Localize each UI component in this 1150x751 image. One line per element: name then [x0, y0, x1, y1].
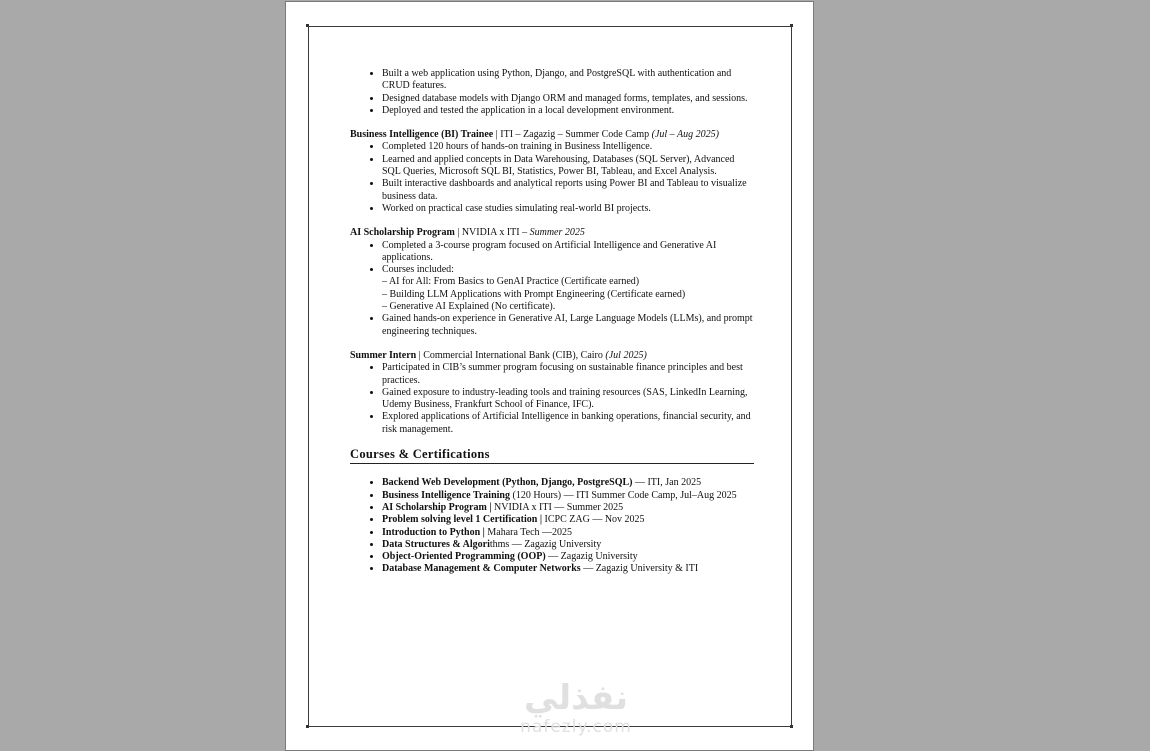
course-name: AI Scholarship Program | [382, 501, 492, 513]
course-line: – Generative AI Explained (No certificate). [382, 301, 556, 313]
entry-org: | Commercial International Bank (CIB), Cairo [416, 349, 606, 361]
list-item: • Participated in CIB’s summer program focusing on sustainable finance principles and best practices. [382, 362, 754, 387]
bi-trainee-block [350, 129, 754, 215]
list-item: • Gained hands-on experience in Generative AI, Large Language Models (LLMs), and prompt engineering techniques. [382, 313, 754, 338]
course-item [382, 514, 754, 526]
course-line: – AI for All: From Basics to GenAI Practice (Certificate earned) [382, 276, 640, 288]
course-name: Object-Oriented Programming (OOP) [382, 551, 546, 563]
list-item: • Designed database models with Django ORM and managed forms, templates, and sessions. [382, 93, 754, 105]
list-item: • Learned and applied concepts in Data Warehousing, Databases (SQL Server), Advanced SQL Queries, Microsoft SQL BI, Statistics, Power BI, Tableau, and Excel Analysis. [382, 154, 754, 179]
entry-title [350, 227, 754, 239]
entry-role: Summer Intern [350, 349, 417, 361]
entry-org: | NVIDIA x ITI – [454, 227, 530, 239]
crop-mark [790, 24, 793, 27]
course-name: Problem solving level 1 Certification | [382, 514, 543, 526]
courses-list [350, 477, 754, 575]
courses-included-label: • Courses included: [382, 264, 454, 276]
course-item [382, 490, 754, 502]
course-detail: — ITI, Jan 2025 [632, 477, 702, 489]
bi-bullets [350, 141, 754, 215]
section-heading-courses: Courses & Certifications [350, 448, 754, 464]
course-item [382, 539, 754, 551]
course-name: Introduction to Python | [382, 526, 485, 538]
ai-bullets [350, 240, 754, 338]
course-detail: — Zagazig University & ITI [580, 563, 699, 575]
crop-mark [306, 725, 309, 728]
course-item [382, 527, 754, 539]
list-item: • Completed 120 hours of hands-on training in Business Intelligence. [382, 141, 754, 153]
course-detail: Mahara Tech —2025 [484, 526, 573, 538]
course-name: Database Management & Computer Networks [382, 563, 581, 575]
entry-title [350, 129, 754, 141]
list-item: • Gained exposure to industry-leading tools and training resources (SAS, LinkedIn Learning, Udemy Business, Frankfurt School of Finance, IFC). [382, 387, 754, 412]
document-page [285, 1, 814, 751]
course-detail: NVIDIA x ITI — Summer 2025 [491, 501, 624, 513]
resume-content [350, 68, 754, 576]
entry-role: Business Intelligence (BI) Trainee [350, 129, 494, 141]
experience-top-list [350, 68, 754, 117]
cib-bullets [350, 362, 754, 436]
list-item: • Built a web application using Python, Django, and PostgreSQL with authentication and CRUD features. [382, 68, 754, 93]
course-name: Data Structures & Algori [382, 538, 490, 550]
crop-mark [790, 725, 793, 728]
ai-scholarship-block [350, 227, 754, 338]
list-item: • Explored applications of Artificial Intelligence in banking operations, financial security, and risk management. [382, 411, 754, 436]
list-item: • Completed a 3-course program focused on Artificial Intelligence and Generative AI applications. [382, 240, 754, 265]
entry-date: (Jul – Aug 2025) [651, 129, 719, 141]
course-name: Business Intelligence Training [382, 489, 510, 501]
course-detail: — Zagazig University [545, 551, 638, 563]
course-name: Backend Web Development (Python, Django, PostgreSQL) [382, 477, 633, 489]
entry-org: | ITI – Zagazig – Summer Code Camp [493, 129, 652, 141]
course-detail: thms — Zagazig University [489, 538, 602, 550]
list-item: • Worked on practical case studies simulating real-world BI projects. [382, 203, 754, 215]
course-item [382, 563, 754, 575]
course-item [382, 551, 754, 563]
crop-mark [306, 24, 309, 27]
entry-role: AI Scholarship Program [350, 227, 455, 239]
entry-date: (Jul 2025) [605, 349, 647, 361]
list-item: • Built interactive dashboards and analytical reports using Power BI and Tableau to visualize business data. [382, 178, 754, 203]
list-item: • Deployed and tested the application in a local development environment. [382, 105, 754, 117]
course-detail: ICPC ZAG — Nov 2025 [542, 514, 645, 526]
watermark-latin: nafezly.com [520, 717, 632, 737]
course-item [382, 477, 754, 489]
entry-date: Summer 2025 [529, 227, 585, 239]
nafezly-watermark [506, 678, 646, 736]
list-item [382, 264, 754, 313]
course-line: – Building LLM Applications with Prompt Engineering (Certificate earned) [382, 288, 686, 300]
cib-intern-block [350, 350, 754, 436]
course-detail: (120 Hours) — ITI Summer Code Camp, Jul–Aug 2025 [509, 489, 737, 501]
watermark-arabic: نفذلي [523, 678, 629, 718]
course-item [382, 502, 754, 514]
entry-title [350, 350, 754, 362]
